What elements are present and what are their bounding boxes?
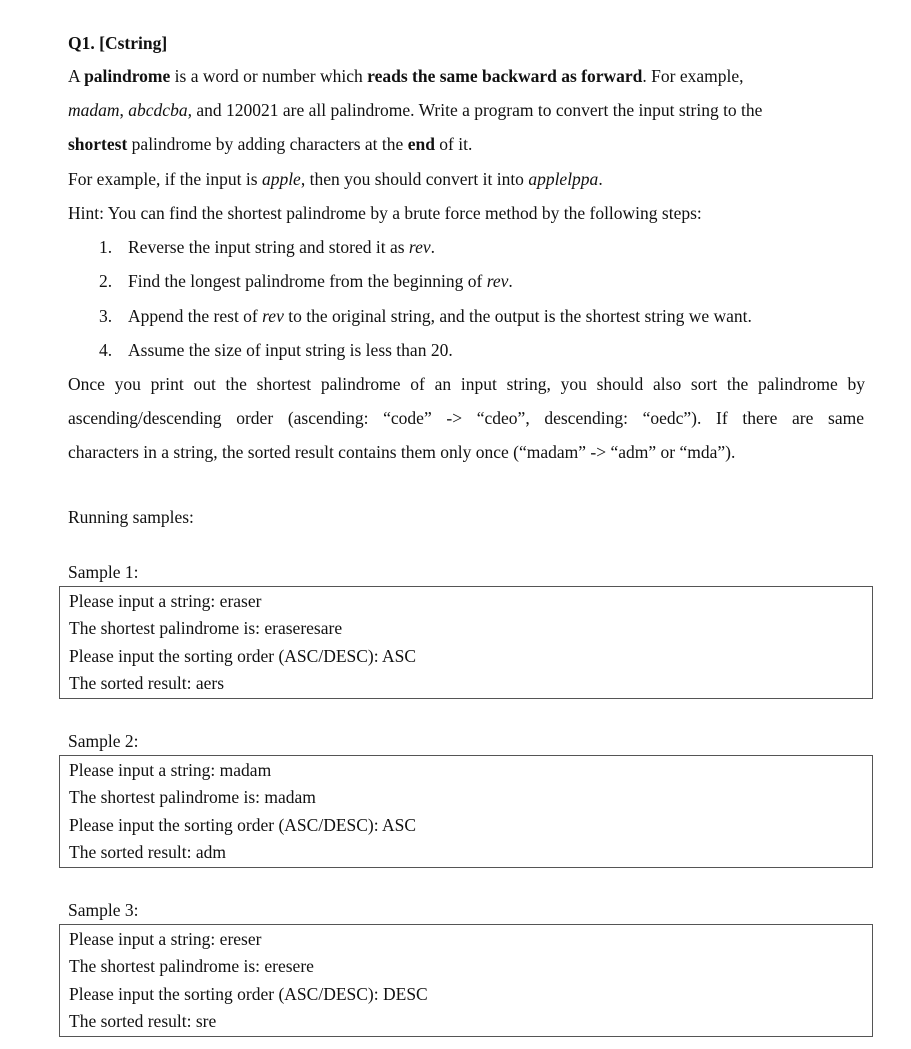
list-number: 3. <box>99 306 113 326</box>
list-number: 1. <box>99 237 113 257</box>
list-number: 4. <box>99 340 113 360</box>
italic-example: applelppa <box>528 169 599 189</box>
text-run: . For example, <box>642 66 744 86</box>
text-run: Find the longest palindrome from the beginning of <box>128 271 487 291</box>
bold-phrase-definition: reads the same backward as forward <box>367 66 643 86</box>
output-line: Please input the sorting order (ASC/DESC): DESC <box>69 984 428 1004</box>
output-line: The sorted result: adm <box>69 842 226 862</box>
output-line: Please input the sorting order (ASC/DESC): ASC <box>69 646 417 666</box>
sample-label: Sample 2: <box>68 731 139 751</box>
output-line: The shortest palindrome is: eraseresare <box>69 618 343 638</box>
text-run: to the original string, and the output is the shortest string we want. <box>283 306 752 326</box>
description-line-1 <box>68 65 744 87</box>
text-run: palindrome by adding characters at the <box>127 134 408 154</box>
output-line: The sorted result: aers <box>69 673 225 693</box>
output-line: The shortest palindrome is: madam <box>69 787 316 807</box>
output-line: Please input the sorting order (ASC/DESC): ASC <box>69 815 417 835</box>
text-run: ascending/descending order (ascending: “code” -> “cdeo”, descending: “oedc”). If there are same <box>68 408 864 428</box>
text-run: Append the rest of <box>128 306 263 326</box>
text-run: . <box>598 169 603 189</box>
output-line: The shortest palindrome is: eresere <box>69 956 314 976</box>
text-run: . <box>430 237 435 257</box>
sample-output-box <box>59 755 873 868</box>
bold-term-palindrome: palindrome <box>84 66 171 86</box>
list-item <box>99 270 513 292</box>
list-number: 2. <box>99 271 113 291</box>
text-run: Reverse the input string and stored it as <box>128 237 409 257</box>
italic-term: rev <box>262 306 284 326</box>
text-run: of it. <box>434 134 473 154</box>
bold-term-shortest: shortest <box>68 134 128 154</box>
running-samples-heading: Running samples: <box>68 507 194 527</box>
text-run: . <box>508 271 513 291</box>
sorting-line-3: characters in a string, the sorted result contains them only once (“madam” -> “adm” or “mda”). <box>68 442 736 462</box>
example-line <box>68 168 603 190</box>
italic-example: madam <box>68 100 120 120</box>
italic-term: rev <box>486 271 509 291</box>
list-item <box>99 305 752 327</box>
sample-output-box <box>59 924 873 1037</box>
italic-example: abcdcba, <box>128 100 192 120</box>
output-line: The sorted result: sre <box>69 1011 217 1031</box>
sorting-line-2 <box>68 407 864 429</box>
output-line: Please input a string: eraser <box>69 591 262 611</box>
text-run: , then you should convert it into <box>300 169 529 189</box>
italic-term: rev <box>408 237 431 257</box>
output-line: Please input a string: madam <box>69 760 272 780</box>
sorting-line-1 <box>68 373 865 395</box>
text-run: Assume the size of input string is less than 20. <box>128 340 453 360</box>
sample-label: Sample 3: <box>68 900 139 920</box>
italic-example: apple <box>261 169 301 189</box>
description-line-3 <box>68 133 472 155</box>
text-run: For example, if the input is <box>68 169 262 189</box>
sample-output-box <box>59 586 873 699</box>
list-item <box>99 236 435 258</box>
description-line-2 <box>68 99 762 121</box>
list-item <box>99 339 453 361</box>
hint-line: Hint: You can find the shortest palindrome by a brute force method by the following steps: <box>68 203 702 223</box>
text-run: Once you print out the shortest palindrome of an input string, you should also sort the palindrome by <box>68 374 865 394</box>
text-run: is a word or number which <box>170 66 368 86</box>
question-title: Q1. [Cstring] <box>68 33 168 53</box>
bold-term-end: end <box>407 134 435 154</box>
sample-label: Sample 1: <box>68 562 139 582</box>
text-run: A <box>68 66 85 86</box>
text-run: and 120021 are all palindrome. Write a program to convert the input string to the <box>191 100 763 120</box>
output-line: Please input a string: ereser <box>69 929 262 949</box>
text-run: , <box>119 100 129 120</box>
